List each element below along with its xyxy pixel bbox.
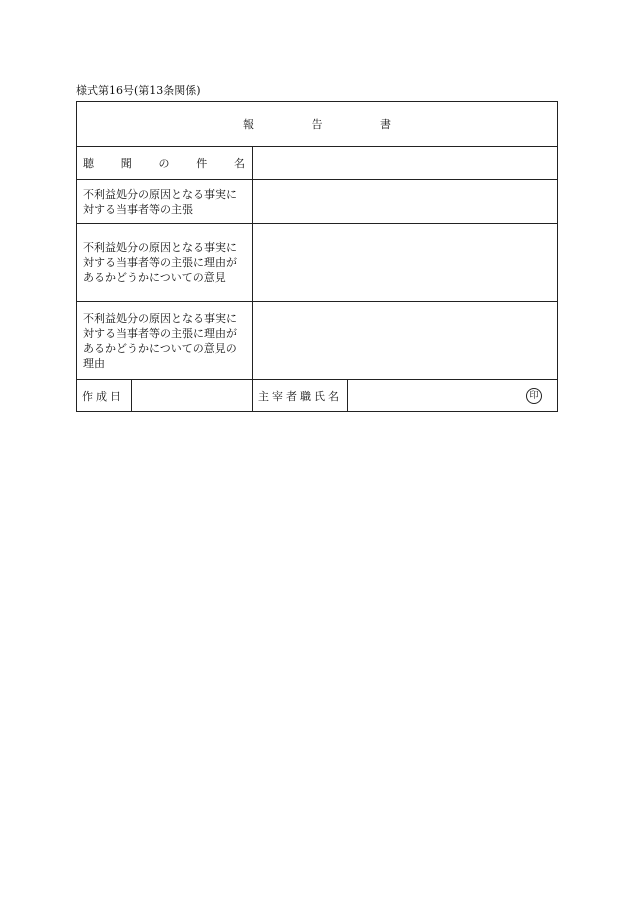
hearing-subject-value-field[interactable] [253,147,558,180]
hearing-subject-char-2: 聞 [120,157,132,170]
opinion-label: 不利益処分の原因となる事実に対する当事者等の主張に理由があるかどうかについての意見 [77,224,253,302]
title-char-2: 告 [311,118,323,131]
hearing-subject-char-3: の [158,157,170,170]
opinion-value-field[interactable] [253,224,558,302]
opinion-reason-label: 不利益処分の原因となる事実に対する当事者等の主張に理由があるかどうかについての意見の理由 [77,302,253,380]
official-name-label-text: 主宰者職氏名 [258,389,342,403]
party-claim-label: 不利益処分の原因となる事実に対する当事者等の主張 [77,180,253,224]
opinion-row [77,224,558,302]
opinion-reason-row [77,302,558,380]
title-char-1: 報 [243,118,254,131]
official-name-field[interactable] [348,380,558,412]
seal-icon: 印 [526,388,542,404]
hearing-subject-char-5: 名 [234,157,245,170]
form-number-caption: 様式第16号(第13条関係) [76,84,201,97]
hearing-subject-char-1: 聴 [83,157,94,170]
hearing-subject-row [77,147,558,180]
title-row [77,102,558,147]
hearing-subject-char-4: 件 [196,157,208,170]
creation-date-field[interactable] [132,380,253,412]
party-claim-value-field[interactable] [253,180,558,224]
hearing-subject-label [77,147,253,180]
creation-date-label [77,380,132,412]
official-name-label [253,380,348,412]
party-claim-row [77,180,558,224]
creation-date-label-text: 作成日 [82,389,124,403]
report-form-table [76,101,558,412]
opinion-reason-value-field[interactable] [253,302,558,380]
footer-row [77,380,558,412]
document-title [77,102,558,147]
title-char-3: 書 [380,118,391,131]
